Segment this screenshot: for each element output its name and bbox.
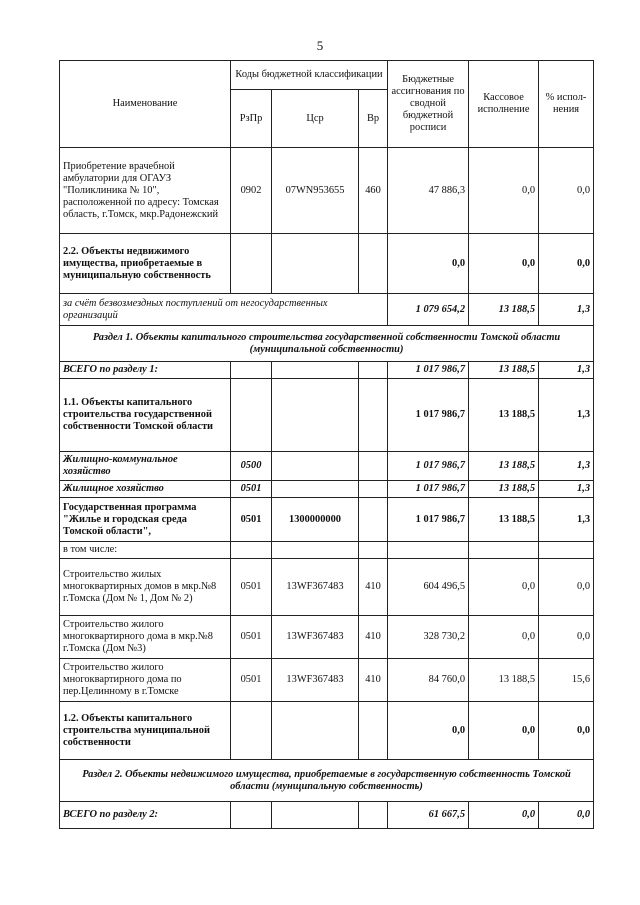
row-csr: [272, 802, 359, 829]
row-budget: 1 017 986,7: [388, 379, 469, 452]
table-row: [60, 234, 594, 294]
row-budget: 1 079 654,2: [388, 294, 469, 326]
row-name: Строительство жилого многоквартирного дома по пер.Целинному в г.Томске: [60, 659, 231, 702]
row-budget: 0,0: [388, 234, 469, 294]
row-vr: [359, 362, 388, 379]
header-cash: Кассовое исполнение: [469, 61, 539, 148]
row-vr: [359, 379, 388, 452]
row-rzpr: 0501: [231, 498, 272, 542]
row-rzpr: [231, 542, 272, 559]
header-rzpr: РзПр: [231, 90, 272, 148]
row-percent: 1,3: [539, 452, 594, 481]
row-name: Жилищно-коммунальное хозяйство: [60, 452, 231, 481]
row-percent: 0,0: [539, 802, 594, 829]
row-cash: 13 188,5: [469, 452, 539, 481]
row-cash: [469, 542, 539, 559]
row-name: Приобретение врачебной амбулатории для ОГАУЗ "Поликлиника № 10", расположенной по адресу: Томская область, г.Томск, мкр.Радонежский: [60, 148, 231, 234]
row-cash: 13 188,5: [469, 362, 539, 379]
row-vr: 410: [359, 659, 388, 702]
page-number: 5: [316, 38, 324, 53]
table-row: [60, 702, 594, 760]
row-cash: 0,0: [469, 148, 539, 234]
row-cash: 13 188,5: [469, 481, 539, 498]
row-name: ВСЕГО по разделу 2:: [60, 802, 231, 829]
table-row: [60, 362, 594, 379]
row-cash: 13 188,5: [469, 498, 539, 542]
row-cash: 0,0: [469, 559, 539, 616]
row-percent: 0,0: [539, 234, 594, 294]
section-title: Раздел 1. Объекты капитального строительства государственной собственности Томской области (муниципальной собственности): [60, 326, 594, 362]
header-budget: Бюджетные ассигнования по сводной бюджетной росписи: [388, 61, 469, 148]
row-rzpr: 0500: [231, 452, 272, 481]
row-vr: [359, 542, 388, 559]
row-percent: 1,3: [539, 379, 594, 452]
row-percent: 1,3: [539, 362, 594, 379]
table-row: [60, 802, 594, 829]
row-rzpr: [231, 802, 272, 829]
row-vr: [359, 481, 388, 498]
row-percent: 0,0: [539, 702, 594, 760]
table-row: [60, 148, 594, 234]
table-row: [60, 498, 594, 542]
row-vr: 410: [359, 559, 388, 616]
row-csr: [272, 452, 359, 481]
row-budget: 1 017 986,7: [388, 362, 469, 379]
row-csr: 07WN953655: [272, 148, 359, 234]
row-budget: 1 017 986,7: [388, 481, 469, 498]
row-csr: [272, 542, 359, 559]
row-csr: 13WF367483: [272, 559, 359, 616]
row-name: 1.1. Объекты капитального строительства государственной собственности Томской области: [60, 379, 231, 452]
row-rzpr: [231, 379, 272, 452]
row-percent: 0,0: [539, 559, 594, 616]
row-name: за счёт безвозмездных поступлений от негосударственных организаций: [60, 294, 388, 326]
section-row: [60, 760, 594, 802]
row-vr: 410: [359, 616, 388, 659]
table-row: [60, 481, 594, 498]
row-rzpr: 0501: [231, 559, 272, 616]
row-rzpr: 0501: [231, 616, 272, 659]
row-budget: 61 667,5: [388, 802, 469, 829]
row-percent: 0,0: [539, 148, 594, 234]
row-cash: 0,0: [469, 702, 539, 760]
row-cash: 0,0: [469, 616, 539, 659]
row-rzpr: [231, 702, 272, 760]
section-row: [60, 326, 594, 362]
row-vr: [359, 802, 388, 829]
row-percent: [539, 542, 594, 559]
row-csr: [272, 379, 359, 452]
row-budget: 1 017 986,7: [388, 452, 469, 481]
row-percent: 1,3: [539, 481, 594, 498]
row-budget: 604 496,5: [388, 559, 469, 616]
header-percent: % испол-нения: [539, 61, 594, 148]
row-budget: 0,0: [388, 702, 469, 760]
row-name: в том числе:: [60, 542, 231, 559]
row-name: Строительство жилого многоквартирного дома в мкр.№8 г.Томска (Дом №3): [60, 616, 231, 659]
row-vr: [359, 452, 388, 481]
row-cash: 13 188,5: [469, 659, 539, 702]
row-csr: 1300000000: [272, 498, 359, 542]
row-csr: 13WF367483: [272, 616, 359, 659]
row-name: Строительство жилых многоквартирных домов в мкр.№8 г.Томска (Дом № 1, Дом № 2): [60, 559, 231, 616]
row-name: Государственная программа "Жилье и городская среда Томской области",: [60, 498, 231, 542]
row-csr: [272, 234, 359, 294]
row-vr: [359, 234, 388, 294]
row-csr: [272, 362, 359, 379]
row-name: 2.2. Объекты недвижимого имущества, приобретаемые в муниципальную собственность: [60, 234, 231, 294]
row-vr: 460: [359, 148, 388, 234]
section-title: Раздел 2. Объекты недвижимого имущества, приобретаемые в государственную собственность Томской области (мунщипальную собственность): [60, 760, 594, 802]
row-cash: 13 188,5: [469, 294, 539, 326]
table-row: [60, 542, 594, 559]
budget-table: [59, 60, 594, 829]
header-vr: Вр: [359, 90, 388, 148]
row-name: Жилищное хозяйство: [60, 481, 231, 498]
row-budget: [388, 542, 469, 559]
row-rzpr: [231, 362, 272, 379]
table-row: [60, 616, 594, 659]
row-name: ВСЕГО по разделу 1:: [60, 362, 231, 379]
header-name: Наименование: [60, 61, 231, 148]
row-vr: [359, 702, 388, 760]
header-codes: Коды бюджетной классификации: [231, 61, 388, 90]
row-budget: 328 730,2: [388, 616, 469, 659]
row-percent: 0,0: [539, 616, 594, 659]
table-row: [60, 294, 594, 326]
row-rzpr: [231, 234, 272, 294]
table-row: [60, 659, 594, 702]
row-budget: 84 760,0: [388, 659, 469, 702]
table-row: [60, 559, 594, 616]
row-name: 1.2. Объекты капитального строительства муниципальной собственности: [60, 702, 231, 760]
row-csr: 13WF367483: [272, 659, 359, 702]
table-row: [60, 452, 594, 481]
row-cash: 0,0: [469, 234, 539, 294]
row-rzpr: 0902: [231, 148, 272, 234]
row-cash: 0,0: [469, 802, 539, 829]
row-percent: 15,6: [539, 659, 594, 702]
row-budget: 1 017 986,7: [388, 498, 469, 542]
row-rzpr: 0501: [231, 659, 272, 702]
row-vr: [359, 498, 388, 542]
table-row: [60, 379, 594, 452]
row-percent: 1,3: [539, 498, 594, 542]
row-rzpr: 0501: [231, 481, 272, 498]
row-csr: [272, 481, 359, 498]
row-percent: 1,3: [539, 294, 594, 326]
header-csr: Цср: [272, 90, 359, 148]
row-cash: 13 188,5: [469, 379, 539, 452]
row-csr: [272, 702, 359, 760]
row-budget: 47 886,3: [388, 148, 469, 234]
